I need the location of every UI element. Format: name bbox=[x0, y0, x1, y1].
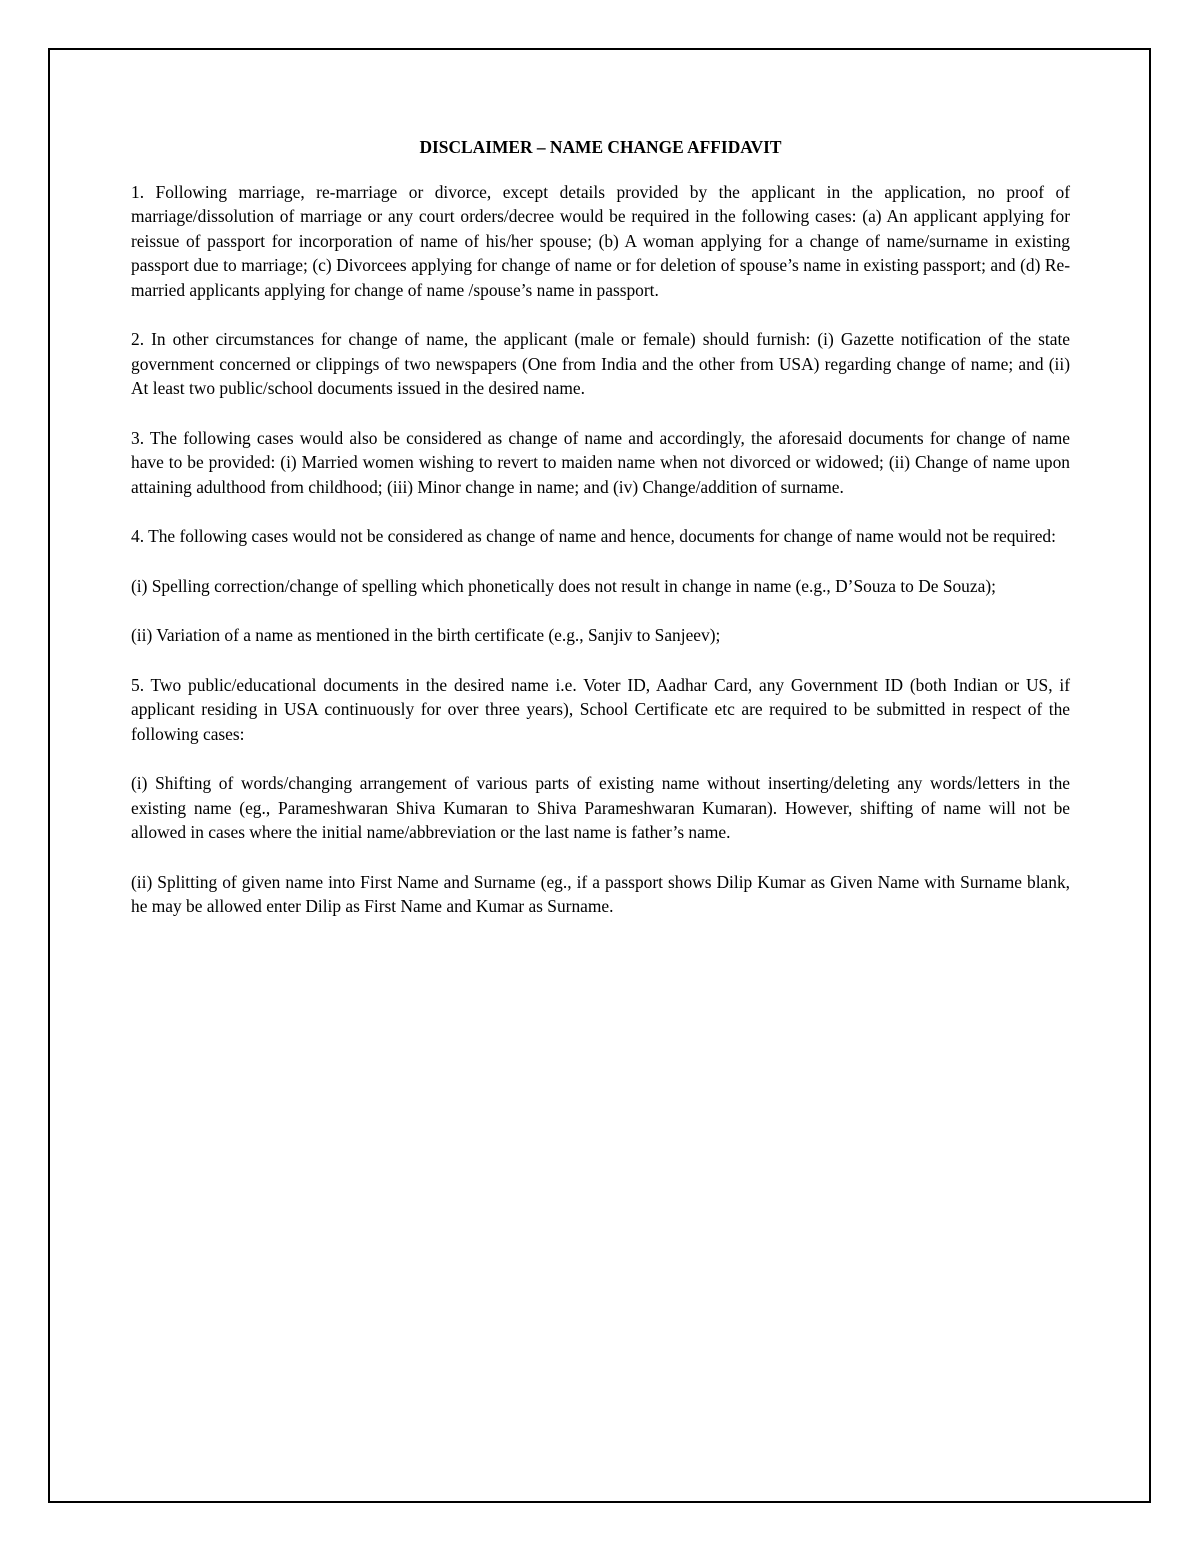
paragraph-5: 5. Two public/educational documents in the desired name i.e. Voter ID, Aadhar Card, any Government ID (both Indian or US, if applicant residing in USA continuously for over three years), School Certificate etc are required to be submitted in respect of the following cases: bbox=[131, 674, 1070, 744]
paragraph-4-item-ii: (ii) Variation of a name as mentioned in the birth certificate (e.g., Sanjiv to Sanjeev); bbox=[131, 625, 721, 645]
paragraph-4: 4. The following cases would not be considered as change of name and hence, documents for change of name would not be required: bbox=[131, 526, 1056, 546]
document-title: DISCLAIMER – NAME CHANGE AFFIDAVIT bbox=[419, 137, 782, 157]
paragraph-5-item-i: (i) Shifting of words/changing arrangement of various parts of existing name without inserting/deleting any words/letters in the existing name (eg., Parameshwaran Shiva Kumaran to Shiva Parameshwaran Kumaran). However, shifting of name will not be allowed in cases where the initial name/abbreviation or the last name is father’s name. bbox=[131, 773, 1070, 842]
paragraph-3: 3. The following cases would also be considered as change of name and accordingly, the aforesaid documents for change of name have to be provided: (i) Married women wishing to revert to maiden name when not divorced or widowed; (ii) Change of name upon attaining adulthood from childhood; (iii) Minor change in name; and (iv) Change/addition of surname. bbox=[131, 427, 1070, 497]
paragraph-2: 2. In other circumstances for change of name, the applicant (male or female) should furnish: (i) Gazette notification of the state government concerned or clippings of two newspapers (One from India and the other from USA) regarding change of name; and (ii) At least two public/school documents issued in the desired name. bbox=[131, 329, 1070, 398]
paragraph-5-item-ii: (ii) Splitting of given name into First Name and Surname (eg., if a passport shows Dilip Kumar as Given Name with Surname blank, he may be allowed enter Dilip as First Name and Kumar as Surname. bbox=[131, 871, 1070, 916]
paragraph-1: 1. Following marriage, re-marriage or divorce, except details provided by the applicant in the application, no proof of marriage/dissolution of marriage or any court orders/decree would be required in the following cases: (a) An applicant applying for reissue of passport for incorporation of name of his/her spouse; (b) A woman applying for a change of name/surname in existing passport due to marriage; (c) Divorcees applying for change of name or for deletion of spouse’s name in existing passport; and (d) Re-married applicants applying for change of name /spouse’s name in passport. bbox=[131, 181, 1070, 300]
paragraph-4-item-i: (i) Spelling correction/change of spelling which phonetically does not result in change in name (e.g., D’Souza to De Souza); bbox=[131, 575, 996, 596]
document-body bbox=[131, 135, 1070, 944]
